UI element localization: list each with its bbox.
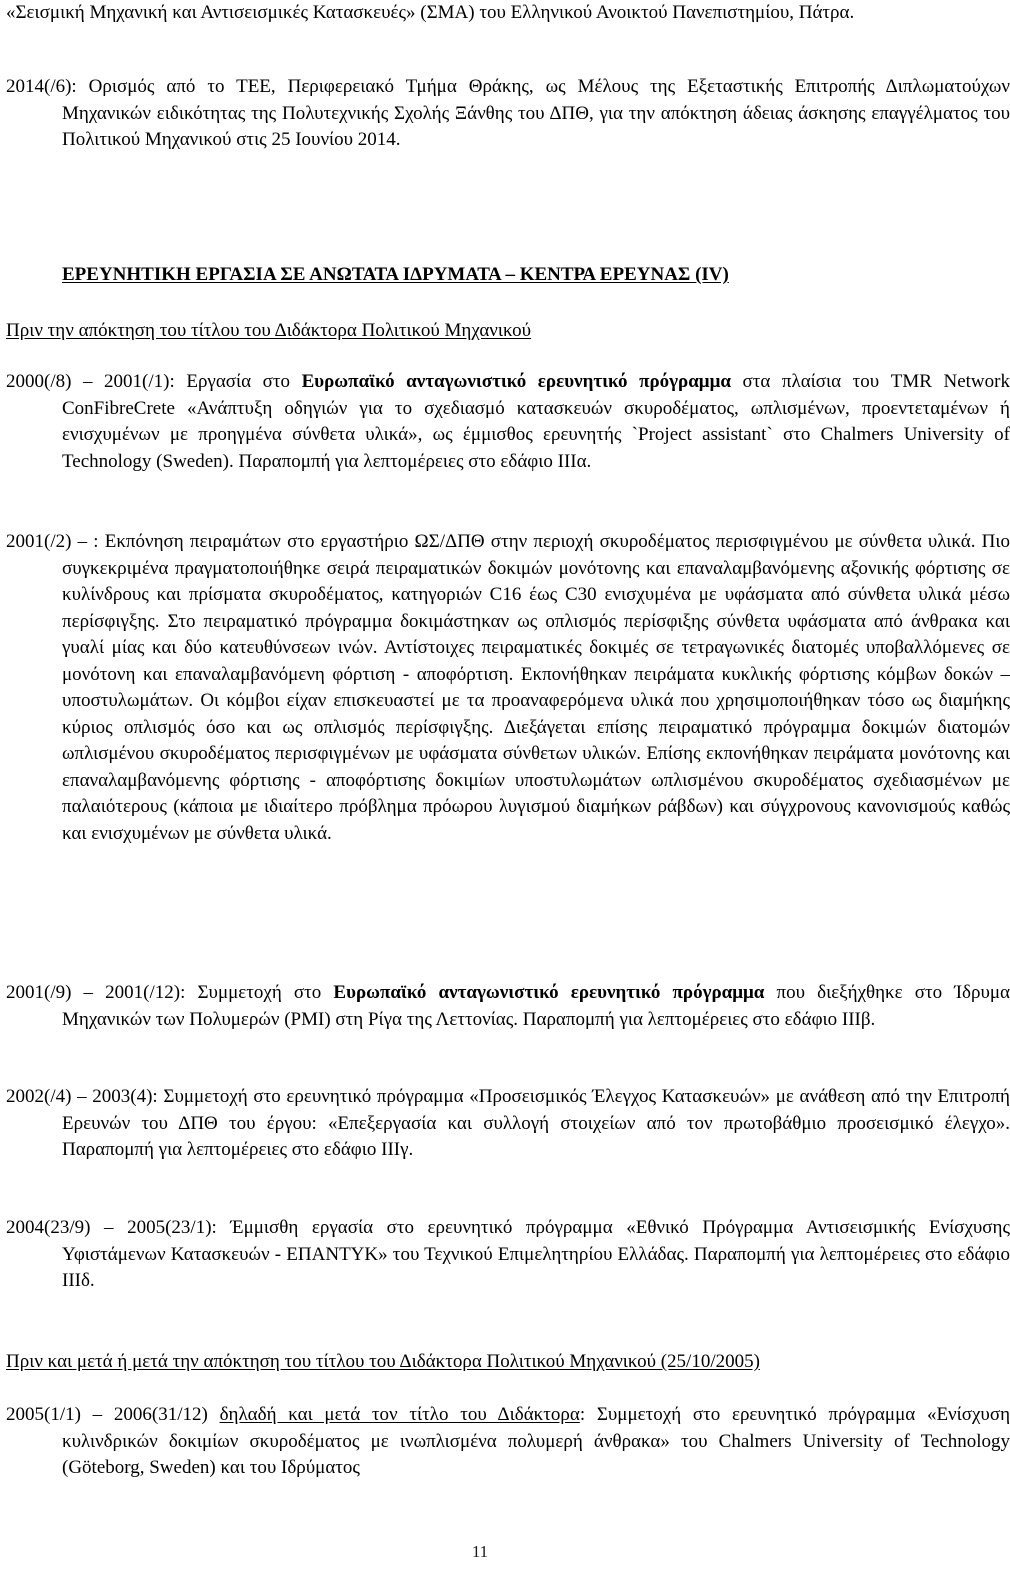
- research-item-5: [6, 1215, 1010, 1295]
- entry-text: 2014(/6): Ορισμός από το ΤΕΕ, Περιφερειακό Τμήμα Θράκης, ως Μέλους της Εξεταστικής Επιτροπής Διπλωματούχων Μηχανικών ειδικότητας της Πολυτεχνικής Σχολής Ξάνθης του ΔΠΘ, για την απόκτηση άδειας άσκησης επαγγέλματος του Πολιτικού Μηχανικού στις 25 Ιουνίου 2014.: [6, 76, 1010, 150]
- page-number: 11: [471, 1542, 489, 1561]
- paragraph-text: «Σεισμική Μηχανική και Αντισεισμικές Κατασκευές» (ΣΜΑ) του Ελληνικού Ανοικτού Πανεπιστημίου, Πάτρα.: [6, 2, 855, 23]
- paragraph-continuation: [6, 0, 1010, 27]
- item-date: 2000(/8) – 2001(/1): Εργασία στο: [6, 371, 302, 392]
- item-date: 2001(/9) – 2001(/12): Συμμετοχή στο: [6, 982, 334, 1003]
- subheading-after-phd: [6, 1349, 954, 1376]
- entry-2014: [6, 74, 1010, 154]
- research-item-4: [6, 1084, 1010, 1164]
- item-underlined-note: δηλαδή και μετά τον τίτλο του Διδάκτορα: [219, 1404, 580, 1425]
- item-bold-program: Ευρωπαϊκό ανταγωνιστικό ερευνητικό πρόγραμμα: [333, 982, 765, 1003]
- research-item-3: [6, 980, 1010, 1033]
- research-item-2: [6, 529, 1010, 847]
- research-item-6: [6, 1402, 1010, 1482]
- item-description: 2002(/4) – 2003(4): Συμμετοχή στο ερευνητικό πρόγραμμα «Προσεισμικός Έλεγχος Κατασκευών» με ανάθεση από την Επιτροπή Ερευνών του ΔΠΘ του έργου: «Επεξεργασία και συλλογή στοιχείων από τον πρωτοβάθμιο προσεισμικό έλεγχο». Παραπομπή για λεπτομέρειες στο εδάφιο ΙΙΙγ.: [6, 1086, 1010, 1160]
- subheading-before-phd: [6, 318, 954, 345]
- item-date: 2005(1/1) – 2006(31/12): [6, 1404, 220, 1425]
- subheading-text: Πριν την απόκτηση του τίτλου του Διδάκτορα Πολιτικού Μηχανικού: [6, 320, 532, 341]
- item-description: 2004(23/9) – 2005(23/1): Έμμισθη εργασία στο ερευνητικό πρόγραμμα «Εθνικό Πρόγραμμα Αντισεισμικής Ενίσχυσης Υφιστάμενων Κατασκευών - ΕΠΑΝΤΥΚ» του Τεχνικού Επιμελητηρίου Ελλάδας. Παραπομπή για λεπτομέρειες στο εδάφιο ΙΙΙδ.: [6, 1217, 1010, 1291]
- section-heading: ΕΡΕΥΝΗΤΙΚΗ ΕΡΓΑΣΙΑ ΣΕ ΑΝΩΤΑΤΑ ΙΔΡΥΜΑΤΑ – ΚΕΝΤΡΑ ΕΡΕΥΝΑΣ (IV): [62, 264, 729, 285]
- item-description: που διεξήχθηκε στο Ίδρυμα Μηχανικών των Πολυμερών (PMI) στη Ρίγα της Λεττονίας. Παραπομπή για λεπτομέρειες στο εδάφιο ΙΙΙβ.: [62, 982, 1010, 1030]
- item-bold-program: Ευρωπαϊκό ανταγωνιστικό ερευνητικό πρόγραμμα: [301, 371, 731, 392]
- item-description: στα πλαίσια του TMR Network ConFibreCrete «Ανάπτυξη οδηγιών για το σχεδιασμό κατασκευών σκυροδέματος, ωπλισμένων, προεντεταμένων ή ενισχυμένων με προηγμένα σύνθετα υλικά», ως έμμισθος ερευνητής `Project assistant` στο Chalmers University of Technology (Sweden). Παραπομπή για λεπτομέρειες στο εδάφιο ΙΙΙα.: [62, 371, 1010, 472]
- item-description: : Συμμετοχή στο ερευνητικό πρόγραμμα «Ενίσχυση κυλινδρικών δοκιμίων σκυροδέματος με ινωπλισμένα πολυμερή άνθρακα» του Chalmers University of Technology (Göteborg, Sweden) και του Ιδρύματος: [62, 1404, 1010, 1478]
- item-description: 2001(/2) – : Εκπόνηση πειραμάτων στο εργαστήριο ΩΣ/ΔΠΘ στην περιοχή σκυροδέματος περισφιγμένου με σύνθετα υλικά. Πιο συγκεκριμένα πραγματοποιήθηκε σειρά πειραματικών δοκιμών μονότονης και επαναλαμβανόμενης αξονικής φόρτισης σε κυλίνδρους και πρίσματα σκυροδέματος, κατηγοριών C16 έως C30 ενισχυμένα με υφάσματα από σύνθετα υλικά μέσω περίσφιγξης. Στο πειραματικό πρόγραμμα δοκιμάστηκαν ως οπλισμός περίσφιξης σύνθετα υφάσματα από άνθρακα και γυαλί μίας και δύο κατευθύνσεων ινών. Αντίστοιχες πειραματικές δοκιμές σε τετραγωνικές διατομές υποβαλλόμενες σε μονότονη και επαναλαμβανόμενη φόρτιση - αποφόρτιση. Εκπονήθηκαν πειράματα κυκλικής φόρτισης κόμβων δοκών – υποστυλωμάτων. Οι κόμβοι είχαν επισκευαστεί με τα προαναφερόμενα υλικά που χρησιμοποιήθηκαν τόσο ως διαμήκης κύριος οπλισμός όσο και ως οπλισμός περίσφιγξης. Διεξάγεται επίσης πειραματικό πρόγραμμα δοκιμών διατομών ωπλισμένου σκυροδέματος περισφιγμένων με υφάσματα σύνθετων υλικών. Επίσης εκπονήθηκαν πειράματα μονότονης και επαναλαμβανόμενης φόρτισης - αποφόρτισης δοκιμίων υποστυλωμάτων ωπλισμένου σκυροδέματος σχεδιασμένων με παλαιότερους (κάποια με ιδιαίτερο πρόβλημα πρόωρου λυγισμού διαμήκων ράβδων) και σύγχρονους κανονισμούς καθώς και ενισχυμένων με σύνθετα υλικά.: [6, 531, 1010, 844]
- research-item-1: [6, 369, 1010, 475]
- subheading-text: Πριν και μετά ή μετά την απόκτηση του τίτλου του Διδάκτορα Πολιτικού Μηχανικού (25/10/2005): [6, 1351, 760, 1372]
